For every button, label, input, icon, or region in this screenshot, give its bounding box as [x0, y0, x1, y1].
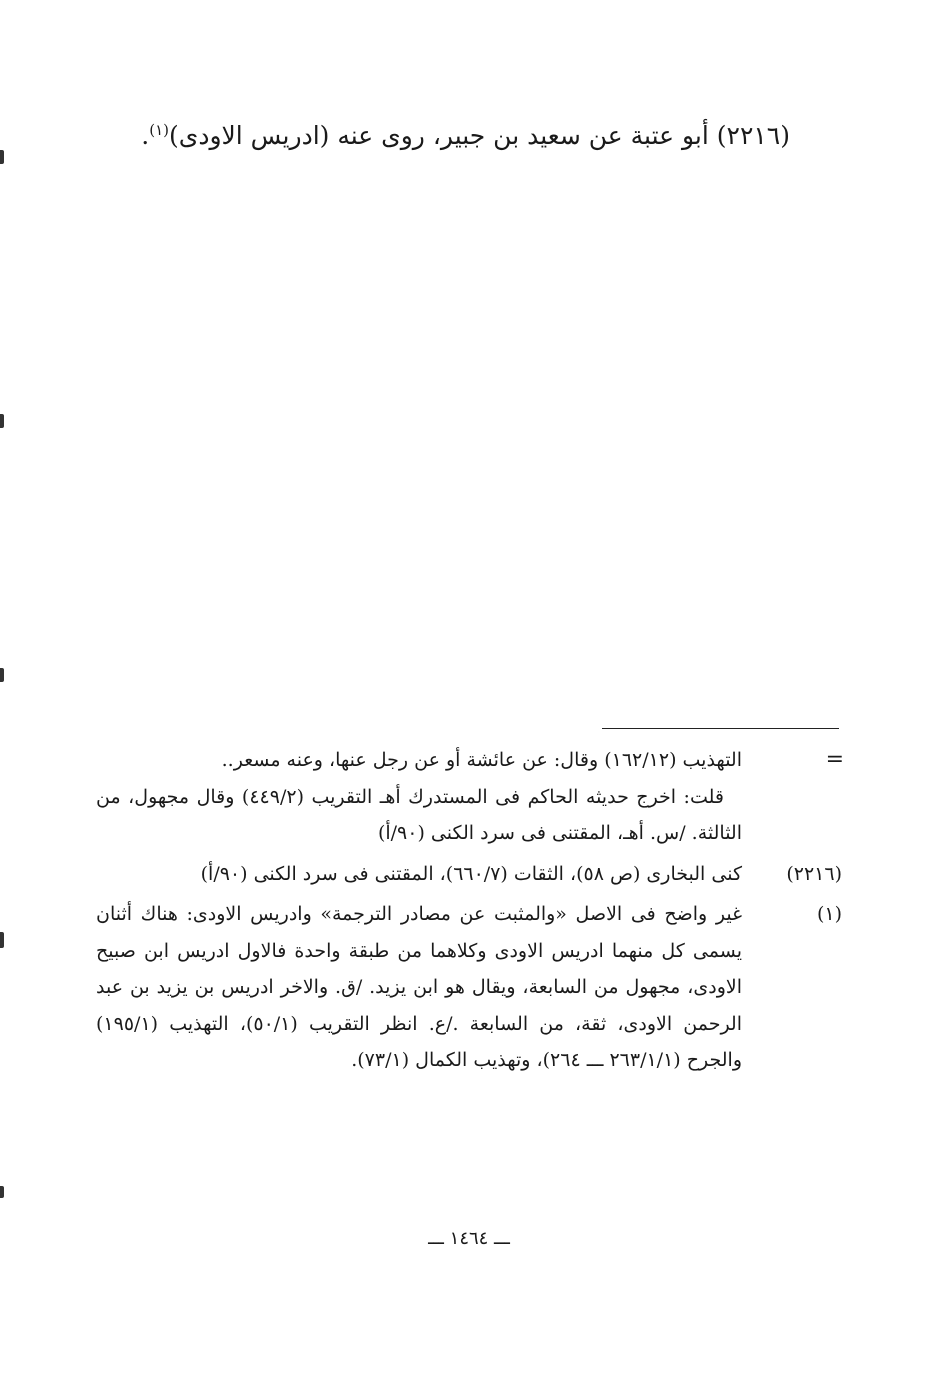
page-number: ـــ ١٤٦٤ ـــ [428, 1228, 510, 1249]
scan-edge-mark [0, 932, 4, 948]
main-entry-text: (٢٢١٦) أبو عتبة عن سعيد بن جبير، روى عنه (ادريس الاودى) [169, 121, 790, 150]
footnotes-section [96, 742, 846, 1083]
footnote-reference: (١) [149, 121, 169, 139]
note-1-text: غير واضح فى الاصل «والمثبت عن مصادر الترجمة» وادريس الاودى: هناك أثنان يسمى كل منهما ادريس الاودى وكلاهما من طبقة واحدة فالاول ادريس ابن صبيح الاودى، مجهول من السابعة، ويقال هو ابن يزيد. /ق. والاخر ادريس بن يزيد بن عبد الرحمن الاودى، ثقة، من السابعة ./ع. انظر التقريب (٥٠/١)، التهذيب (١٩٥/١) والجرح (٢٦٣/١/١ ـــ ٢٦٤)، وتهذيب الكمال (٧٣/١). [96, 903, 742, 1071]
footnote-continuation [96, 742, 846, 852]
continuation-marker: = [825, 747, 842, 772]
continuation-line-2: قلت: اخرج حديثه الحاكم فى المستدرك أهـ التقريب (٤٤٩/٢) وقال مجهول، من الثالثة. /س. أهـ، المقتنى فى سرد الكنى (٩٠/أ) [96, 785, 742, 844]
scan-edge-mark [0, 414, 4, 428]
continuation-body [96, 742, 742, 852]
footnote-1 [96, 896, 846, 1079]
continuation-line-1: التهذيب (١٦٢/١٢) وقال: عن عائشة أو عن رجل عنها، وعنه مسعر.. [221, 749, 742, 771]
note-1-marker: (١) [816, 903, 842, 925]
scan-edge-mark [0, 668, 4, 682]
footnote-separator [602, 728, 839, 729]
main-entry-end-punct: . [141, 121, 150, 150]
note-1-body [96, 896, 742, 1079]
scan-edge-mark [0, 150, 4, 164]
entry-note-body [96, 856, 742, 893]
entry-note-text: كنى البخارى (ص ٥٨)، الثقات (٦٦٠/٧)، المقتنى فى سرد الكنى (٩٠/أ) [200, 862, 742, 885]
entry-note-marker: (٢٢١٦) [786, 862, 842, 885]
footnote-entry-2216 [96, 856, 846, 893]
scan-edge-mark [0, 1186, 4, 1198]
main-entry [110, 108, 790, 158]
